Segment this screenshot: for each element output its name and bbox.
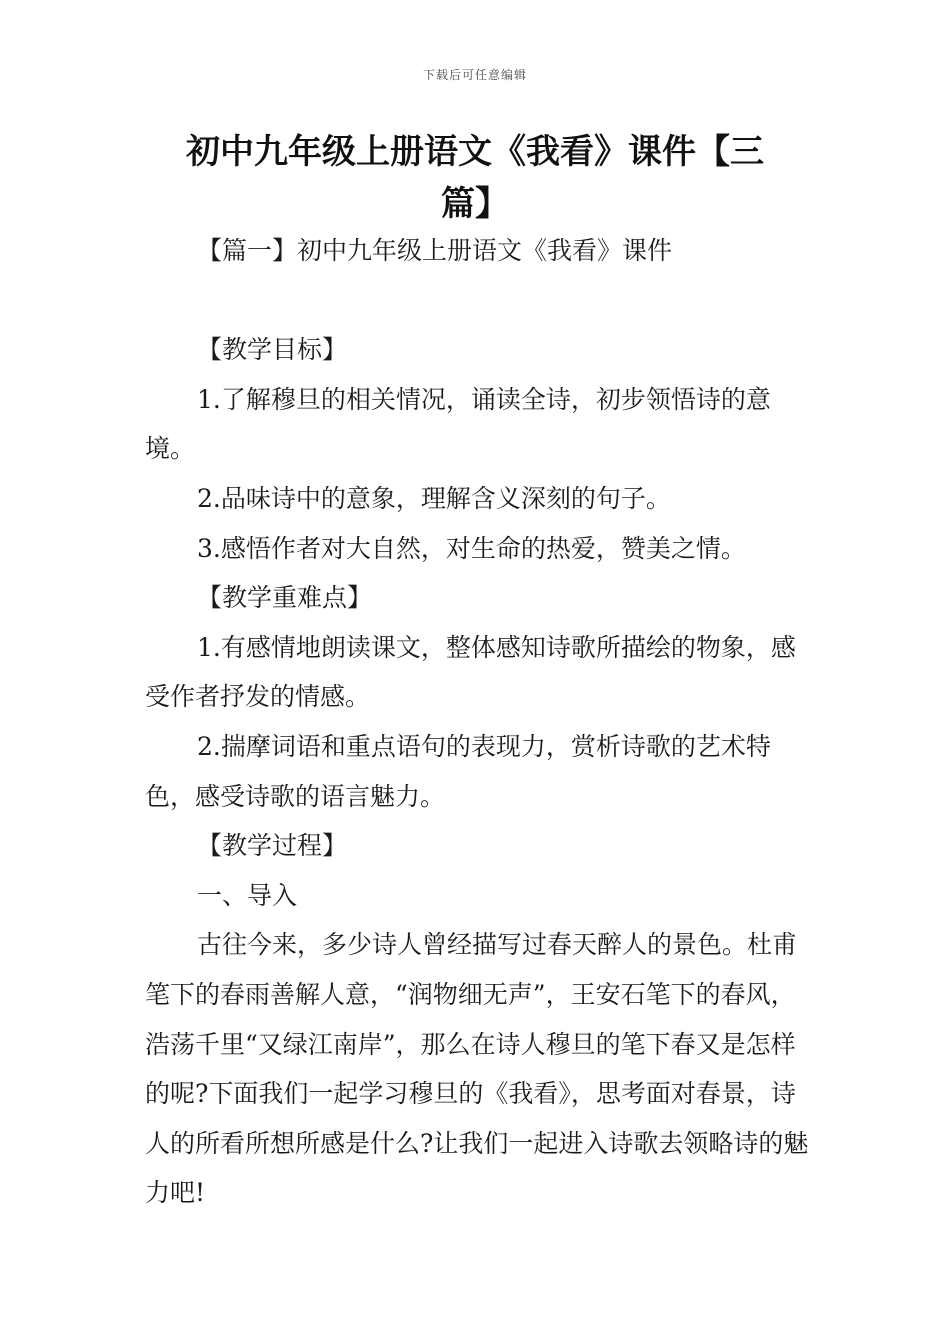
document-title: 初中九年级上册语文《我看》课件【三篇】 <box>186 132 764 224</box>
objective-item: 2.品味诗中的意象，理解含义深刻的句子。 <box>197 483 671 513</box>
section-heading-part-one: 【篇一】初中九年级上册语文《我看》课件 <box>197 236 673 265</box>
document-body <box>145 226 810 1218</box>
objective-item: 1.了解穆旦的相关情况，诵读全诗，初步领悟诗的意境。 <box>145 384 771 464</box>
blank-line <box>145 276 810 326</box>
header-note: 下载后可任意编辑 <box>422 68 527 82</box>
introduction-paragraph: 古往今来，多少诗人曾经描写过春天醉人的景色。杜甫笔下的春雨善解人意，“润物细无声”，王安石笔下的春风，浩荡千里“又绿江南岸”，那么在诗人穆旦的笔下春又是怎样的呢?下面我们一起学习穆旦的《我看》，思考面对春景，诗人的所看所想所感是什么?让我们一起进入诗歌去领略诗的魅力吧! <box>145 930 809 1208</box>
heading-teaching-process: 【教学过程】 <box>197 831 348 861</box>
key-point-item: 2.揣摩词语和重点语句的表现力，赏析诗歌的艺术特色，感受诗歌的语言魅力。 <box>145 731 771 811</box>
objective-item: 3.感悟作者对大自然，对生命的热爱，赞美之情。 <box>197 533 746 563</box>
key-point-item: 1.有感情地朗读课文，整体感知诗歌所描绘的物象，感受作者抒发的情感。 <box>145 632 796 712</box>
heading-teaching-objectives: 【教学目标】 <box>197 335 348 365</box>
subheading-introduction: 一、导入 <box>197 880 298 910</box>
heading-key-points: 【教学重难点】 <box>197 583 373 613</box>
